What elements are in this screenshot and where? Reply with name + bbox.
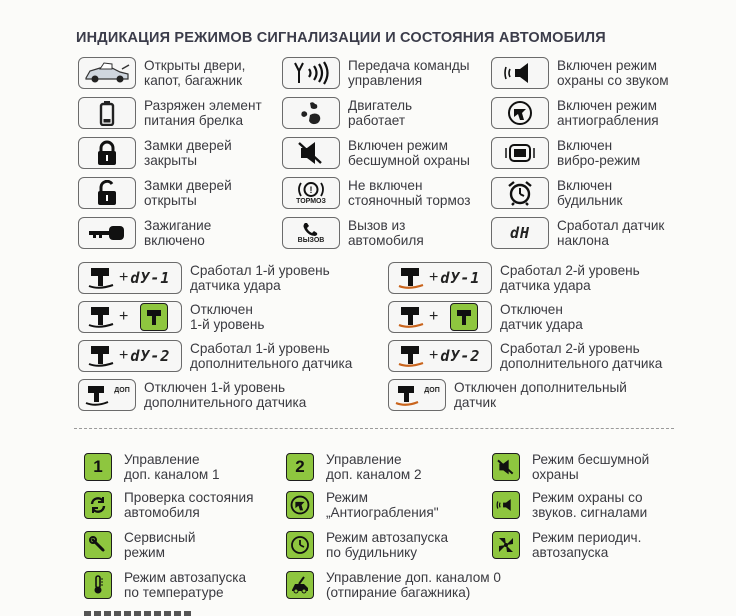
mode-antihijack: Режим „Антиограбления" [286,490,439,520]
lock-closed-icon [78,137,136,169]
mode-autostart-temperature: Режим автозапуска по температуре [84,570,246,600]
sensor-shock-2-triggered: + dУ-1 Сработал 2-й уровень датчика удара [388,262,640,294]
mode-aux-channel-0: Управление доп. каналом 0 (отпирание багажника) [286,570,501,600]
indicator-ignition: Зажигание включено [78,217,211,249]
lock-open-icon [78,177,136,209]
indicator-lock-closed: Замки дверей закрыты [78,137,232,169]
section-divider [74,428,674,429]
indicator-handbrake: ! ТОРМОЗ Не включен стояночный тормоз [282,177,470,209]
vibration-icon [491,137,549,169]
sensor-aux-1-triggered: + dУ-2 Сработал 1-й уровень дополнительного датчика [78,340,352,372]
trunk-open-icon [286,571,314,599]
shock-sensor-icon: + dУ-1 [78,262,182,294]
indicator-lock-open: Замки дверей открыты [78,177,232,209]
mode-aux-channel-1: 1 Управление доп. каналом 1 [84,452,220,482]
alarm-clock-icon [491,177,549,209]
indicator-tilt: dH Сработал датчик наклона [491,217,664,249]
indicator-battery-low: Разряжен элемент питания брелка [78,97,262,129]
thermometer-icon [84,571,112,599]
antihijack-icon [491,97,549,129]
page-title: ИНДИКАЦИЯ РЕЖИМОВ СИГНАЛИЗАЦИИ И СОСТОЯНИЯ АВТОМОБИЛЯ [76,30,606,46]
hammer-green-icon [140,303,168,331]
phone-call-icon: ВЫЗОВ [282,217,340,249]
digit-1-icon: 1 [84,453,112,481]
mode-sound-guard: Режим охраны со звуков. сигналами [492,490,647,520]
indicator-call: ВЫЗОВ Вызов из автомобиля [282,217,424,249]
sensor-shock-1-disabled: + Отключен 1-й уровень [78,301,264,333]
digit-2-icon: 2 [286,453,314,481]
mode-autostart-alarm: Режим автозапуска по будильнику [286,530,448,560]
fan-icon [492,531,520,559]
tilt-sensor-icon: dH [491,217,549,249]
mode-silent-guard: Режим бесшумной охраны [492,452,649,482]
refresh-icon [84,491,112,519]
sensor-aux-1-disabled: ДОП Отключен 1-й уровень дополнительного датчика [78,379,306,411]
antenna-transmit-icon [282,57,340,89]
silent-guard-icon [282,137,340,169]
ignition-key-icon [78,217,136,249]
shock-sensor-icon: + dУ-2 [78,340,182,372]
mode-periodic-autostart: Режим периодич. автозапуска [492,530,641,560]
aux-sensor-icon: ДОП [388,379,446,411]
sensor-shock-1-triggered: + dУ-1 Сработал 1-й уровень датчика удара [78,262,330,294]
silent-mode-icon [492,453,520,481]
svg-text:!: ! [309,184,313,195]
indicator-doors-open: Открыты двери, капот, багажник [78,57,245,89]
car-doors-open-icon [78,57,136,89]
sensor-aux-2-triggered: + dУ-2 Сработал 2-й уровень дополнительного датчика [388,340,662,372]
hammer-green-icon [450,303,478,331]
engine-running-icon [282,97,340,129]
indicator-alarm-clock: Включен будильник [491,177,622,209]
battery-low-icon [78,97,136,129]
cut-off-heading [84,611,194,616]
indicator-silent-guard: Включен режим бесшумной охраны [282,137,470,169]
sound-mode-icon [492,491,520,519]
shock-sensor-icon: + [78,301,182,333]
indicator-engine: Двигатель работает [282,97,412,129]
shock-sensor-icon: + dУ-2 [388,340,492,372]
mode-service: Сервисный режим [84,530,195,560]
indicator-vibration: Включен вибро-режим [491,137,640,169]
indicator-transmit: Передача команды управления [282,57,470,89]
mode-status-check: Проверка состояния автомобиля [84,490,253,520]
handbrake-icon: ! ТОРМОЗ [282,177,340,209]
indicator-antihijack: Включен режим антиограбления [491,97,659,129]
sensor-aux-disabled: ДОП Отключен дополнительный датчик [388,379,627,411]
antihijack-icon [286,491,314,519]
wrench-icon [84,531,112,559]
speaker-guard-icon [491,57,549,89]
aux-sensor-icon: ДОП [78,379,136,411]
indicator-sound-guard: Включен режим охраны со звуком [491,57,669,89]
sensor-shock-disabled: + Отключен датчик удара [388,301,583,333]
clock-icon [286,531,314,559]
shock-sensor-icon: + [388,301,492,333]
shock-sensor-icon: + dУ-1 [388,262,492,294]
mode-aux-channel-2: 2 Управление доп. каналом 2 [286,452,422,482]
